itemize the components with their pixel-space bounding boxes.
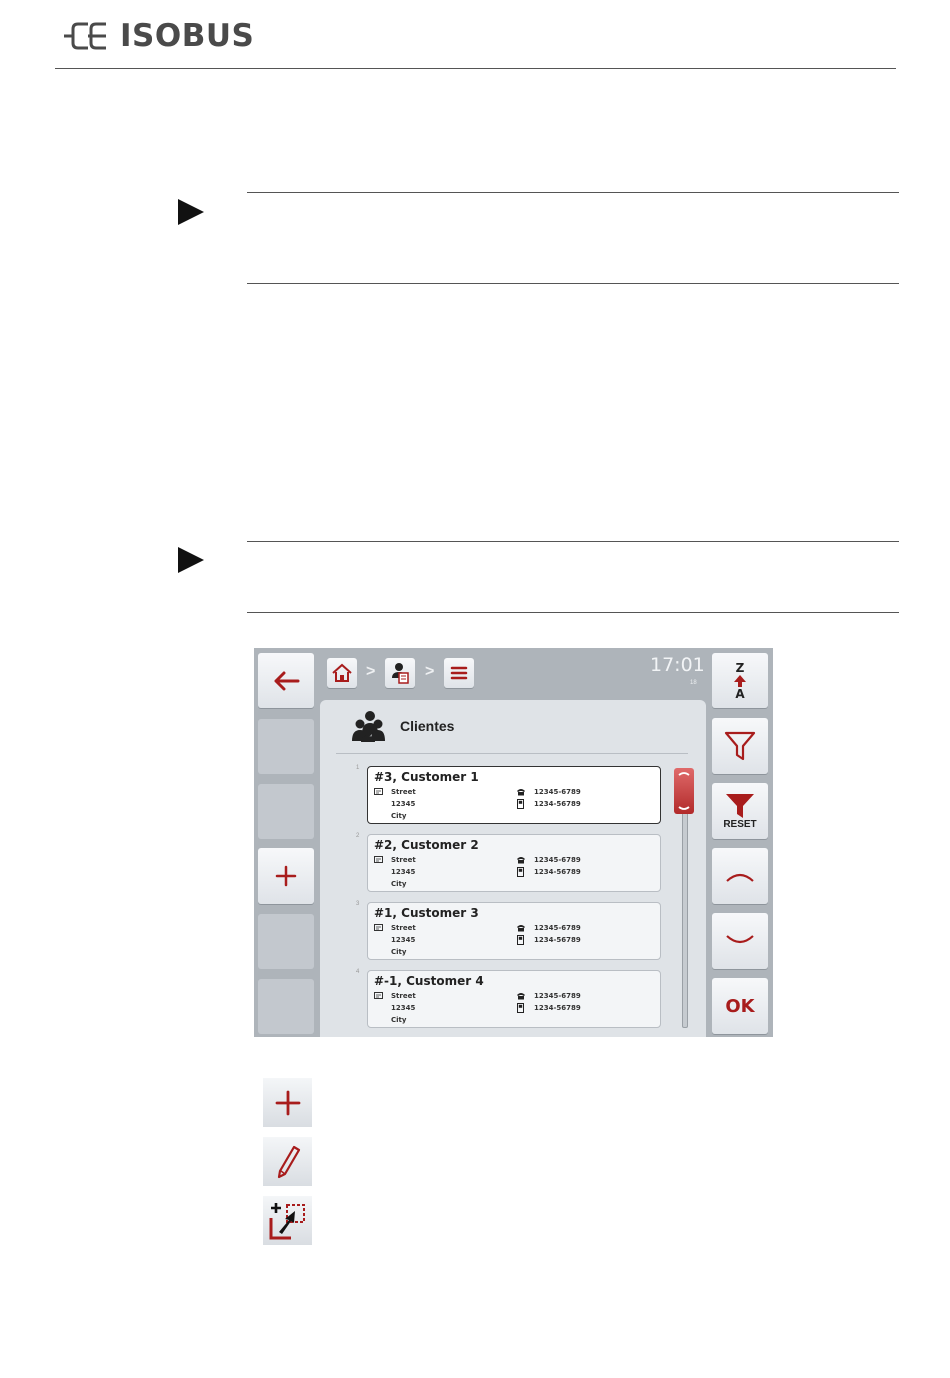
item-index: 2 — [356, 833, 360, 839]
customer-mobile: 1234-56789 — [534, 800, 581, 808]
customer-phone: 12345-6789 — [534, 924, 581, 932]
phone-icon — [516, 788, 526, 796]
empty-softkey — [258, 979, 314, 1034]
mobile-icon — [517, 1003, 524, 1013]
reset-filter-button[interactable] — [712, 783, 768, 839]
customer-list-item[interactable] — [356, 765, 661, 824]
sort-arrow-icon — [733, 674, 747, 688]
scroll-down-button[interactable] — [712, 913, 768, 969]
customer-street: Street — [391, 856, 416, 864]
customer-city: City — [391, 880, 407, 888]
customer-phone: 12345-6789 — [534, 788, 581, 796]
scroll-up-button[interactable] — [712, 848, 768, 904]
customer-mobile: 1234-56789 — [534, 868, 581, 876]
panel-title: Clientes — [400, 718, 455, 734]
empty-softkey — [258, 914, 314, 969]
terminal-screen — [254, 648, 773, 1037]
instruction-arrow-icon — [178, 199, 204, 225]
breadcrumb-separator: > — [366, 663, 376, 680]
customer-zip: 12345 — [391, 1004, 416, 1012]
customer-list-item[interactable] — [356, 833, 661, 892]
logo-text: ISOBUS — [120, 18, 255, 54]
breadcrumb-separator: > — [425, 663, 435, 680]
customers-group-icon — [348, 710, 386, 742]
panel-divider — [336, 753, 688, 754]
breadcrumb-list[interactable] — [444, 658, 474, 688]
mobile-icon — [517, 799, 524, 809]
customer-zip: 12345 — [391, 936, 416, 944]
item-index: 4 — [356, 969, 360, 975]
sort-bottom-letter: A — [735, 686, 745, 701]
empty-softkey — [258, 784, 314, 839]
add-icon — [275, 865, 297, 887]
clock: 17:01 — [650, 654, 705, 676]
instruction-divider — [247, 192, 899, 193]
customer-mobile: 1234-56789 — [534, 936, 581, 944]
address-icon — [374, 856, 383, 863]
legend-edit-icon-tile — [263, 1137, 312, 1186]
customer-street: Street — [391, 924, 416, 932]
edit-pencil-icon — [274, 1144, 302, 1180]
instruction-divider — [247, 541, 899, 542]
customer-name: #3, Customer 1 — [374, 770, 479, 784]
chevron-down-icon — [725, 934, 755, 948]
add-customer-button[interactable] — [258, 848, 314, 904]
customer-phone: 12345-6789 — [534, 856, 581, 864]
chevron-up-icon — [725, 869, 755, 883]
back-arrow-icon — [272, 671, 300, 691]
customer-list-item[interactable] — [356, 901, 661, 960]
phone-icon — [516, 856, 526, 864]
list-icon — [450, 665, 468, 681]
phone-icon — [516, 992, 526, 1000]
empty-softkey — [258, 719, 314, 774]
reset-label: RESET — [723, 818, 757, 830]
customer-street: Street — [391, 788, 416, 796]
mobile-icon — [517, 867, 524, 877]
copy-add-icon — [267, 1200, 309, 1242]
customer-zip: 12345 — [391, 868, 416, 876]
scroll-grip-icon — [674, 768, 694, 814]
add-icon — [274, 1089, 302, 1117]
legend-add-icon-tile — [263, 1078, 312, 1127]
item-index: 1 — [356, 765, 360, 771]
instruction-divider — [247, 612, 899, 613]
customer-phone: 12345-6789 — [534, 992, 581, 1000]
customer-name: #1, Customer 3 — [374, 906, 479, 920]
item-index: 3 — [356, 901, 360, 907]
address-icon — [374, 924, 383, 931]
customer-name: #-1, Customer 4 — [374, 974, 484, 988]
customer-file-icon — [390, 662, 410, 684]
customer-street: Street — [391, 992, 416, 1000]
customer-mobile: 1234-56789 — [534, 1004, 581, 1012]
filter-filled-icon — [725, 793, 755, 819]
customer-city: City — [391, 812, 407, 820]
ok-label: OK — [725, 995, 755, 1017]
customer-list-panel — [320, 700, 706, 1037]
cc-logo-icon — [62, 16, 120, 56]
sort-button[interactable] — [712, 653, 768, 708]
filter-icon — [724, 731, 756, 761]
address-icon — [374, 788, 383, 795]
instruction-arrow-icon — [178, 547, 204, 573]
legend-copy-icon-tile — [263, 1196, 312, 1245]
ok-button[interactable] — [712, 978, 768, 1034]
customer-city: City — [391, 948, 407, 956]
instruction-divider — [247, 283, 899, 284]
customer-name: #2, Customer 2 — [374, 838, 479, 852]
address-icon — [374, 992, 383, 999]
breadcrumb-home[interactable] — [327, 658, 357, 688]
scrollbar-thumb[interactable] — [674, 768, 694, 814]
breadcrumb-customers[interactable] — [385, 658, 415, 688]
filter-button[interactable] — [712, 718, 768, 774]
cc-isobus-logo — [62, 16, 254, 56]
customer-zip: 12345 — [391, 800, 416, 808]
mobile-icon — [517, 935, 524, 945]
back-button[interactable] — [258, 653, 314, 708]
phone-icon — [516, 924, 526, 932]
clock-subtext: 18 — [690, 680, 697, 686]
home-icon — [331, 663, 353, 683]
header-divider — [55, 68, 896, 69]
sort-top-letter: Z — [735, 660, 745, 675]
customer-city: City — [391, 1016, 407, 1024]
customer-list-item[interactable] — [356, 969, 661, 1028]
